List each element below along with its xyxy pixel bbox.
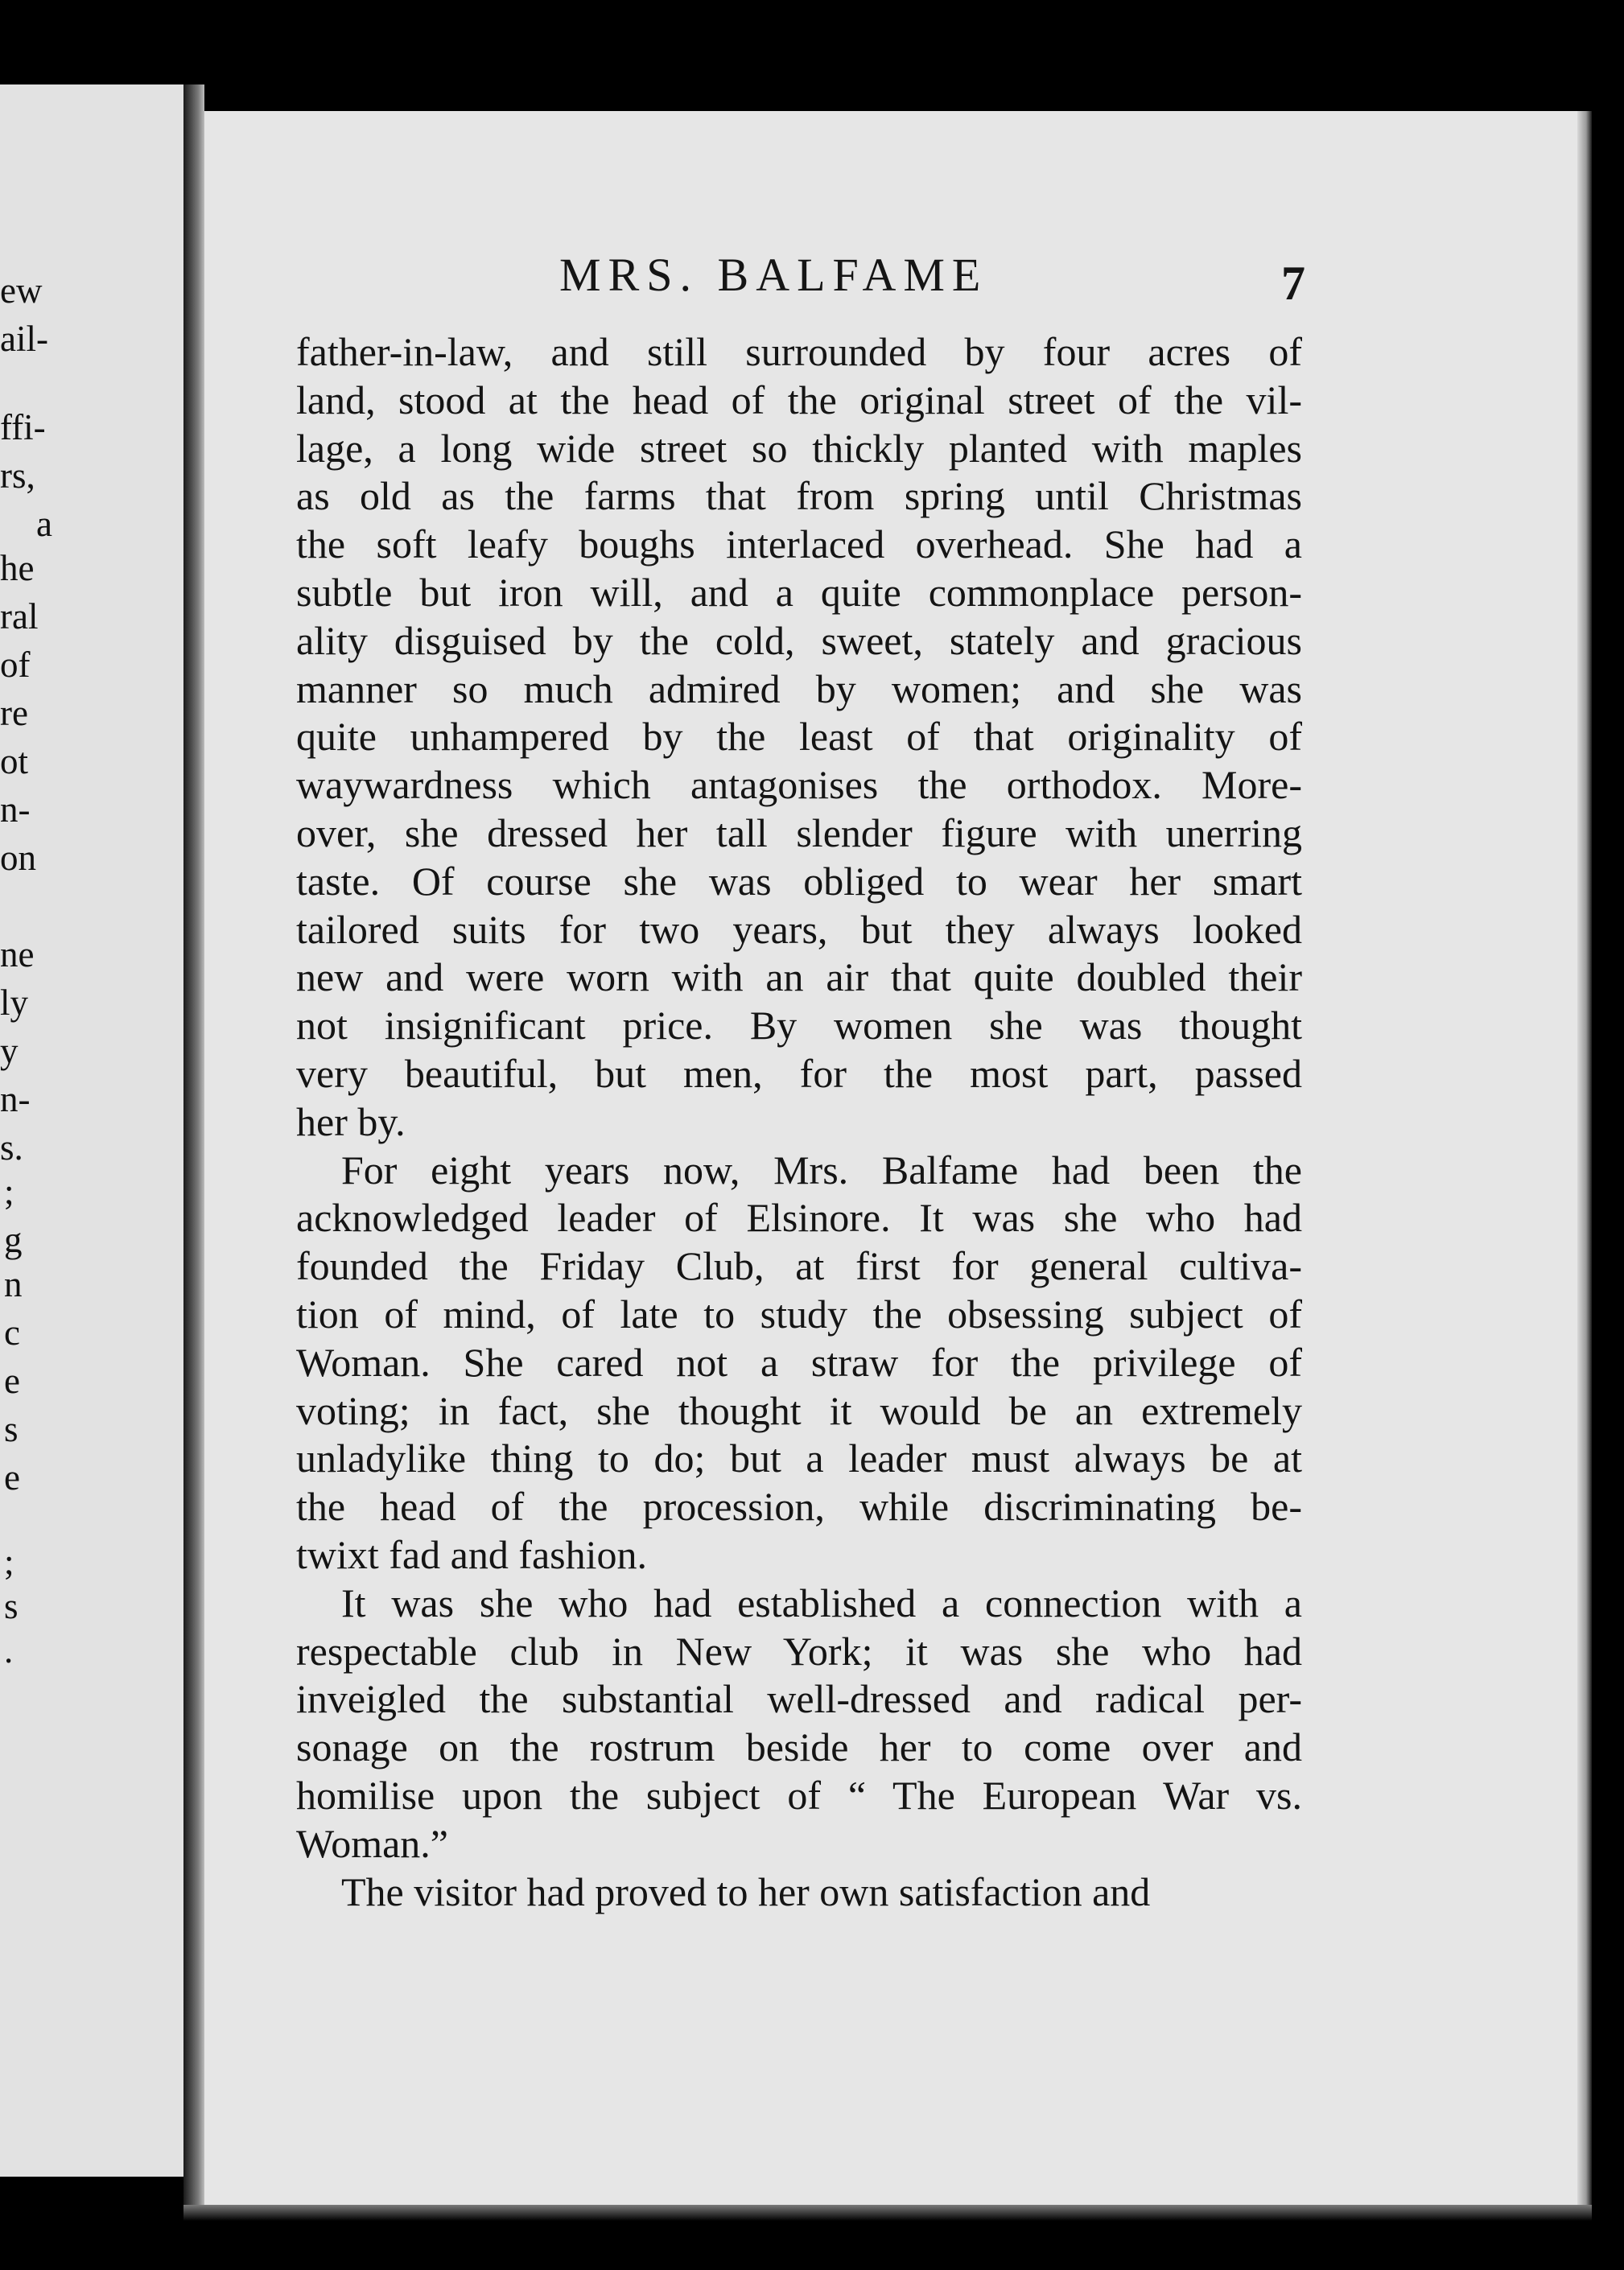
previous-page-fragment-text: ot xyxy=(0,741,29,781)
text-line: as old as the farms that from spring until Christmas xyxy=(296,473,1302,519)
paragraph xyxy=(296,328,1302,1147)
previous-page-fragment-text: g xyxy=(4,1220,23,1260)
previous-page-fragment-text: ly xyxy=(0,983,29,1023)
text-line: unladylike thing to do; but a leader must always be at xyxy=(296,1436,1302,1481)
text-line: twixt fad and fashion. xyxy=(296,1531,648,1577)
running-head: MRS. BALFAME xyxy=(559,249,988,301)
text-line: the soft leafy boughs interlaced overhead. She had a xyxy=(296,521,1302,567)
previous-page-fragment-text: ne xyxy=(0,934,35,974)
previous-page-fragment-text: of xyxy=(0,645,31,685)
paragraph xyxy=(296,1147,1302,1580)
text-line: quite unhampered by the least of that originality of xyxy=(296,714,1302,760)
previous-page-fragment-text: he xyxy=(0,548,35,588)
previous-page-fragment-text: e xyxy=(4,1457,20,1498)
text-line: not insignificant price. By women she was thought xyxy=(296,1003,1302,1048)
previous-page-fragment xyxy=(0,84,183,2177)
text-line: waywardness which antagonises the orthodox. More- xyxy=(296,762,1302,808)
text-line: Woman. She cared not a straw for the privilege of xyxy=(296,1339,1302,1385)
text-line: Woman.” xyxy=(296,1820,448,1866)
previous-page-fragment-text: c xyxy=(4,1312,20,1353)
previous-page-fragment-text: n- xyxy=(0,1079,31,1119)
text-line: father-in-law, and still surrounded by four acres of xyxy=(296,329,1302,374)
previous-page-fragment-text: ral xyxy=(0,596,39,637)
text-line: For eight years now, Mrs. Balfame had been the xyxy=(341,1147,1302,1193)
text-line: subtle but iron will, and a quite commonplace person- xyxy=(296,569,1302,615)
previous-page-fragment-text: s xyxy=(4,1409,19,1449)
text-line: over, she dressed her tall slender figure with unerring xyxy=(296,810,1302,855)
text-line: respectable club in New York; it was she who had xyxy=(296,1628,1302,1674)
book-gutter xyxy=(183,84,204,2209)
previous-page-fragment-text: s. xyxy=(0,1127,23,1168)
page-number: 7 xyxy=(1281,257,1305,310)
text-line: voting; in fact, she thought it would be an extremely xyxy=(296,1387,1302,1433)
previous-page-fragment-text: e xyxy=(4,1361,20,1401)
previous-page-text-fragments xyxy=(0,84,183,2177)
text-line: It was she who had established a connection with a xyxy=(341,1580,1302,1625)
page-bottom-shadow xyxy=(183,2205,1592,2221)
previous-page-fragment-text: n xyxy=(4,1264,23,1304)
text-line: the head of the procession, while discriminating be- xyxy=(296,1484,1302,1530)
previous-page-fragment-text: ail- xyxy=(0,319,48,359)
page-edge xyxy=(1577,111,1592,2211)
previous-page-fragment-text: ; xyxy=(4,1172,14,1212)
text-line: manner so much admired by women; and she was xyxy=(296,665,1302,711)
paragraph xyxy=(296,1868,1302,1917)
body-text xyxy=(296,328,1302,1916)
previous-page-fragment-text: ffi- xyxy=(0,407,46,447)
previous-page-fragment-text: ew xyxy=(0,270,43,311)
previous-page-fragment-text: ; xyxy=(4,1542,14,1582)
text-line: sonage on the rostrum beside her to come over and xyxy=(296,1724,1302,1770)
previous-page-fragment-text: on xyxy=(0,838,36,878)
text-line: tailored suits for two years, but they always looked xyxy=(296,906,1302,952)
text-line: homilise upon the subject of “ The European War vs. xyxy=(296,1772,1302,1818)
text-line: her by. xyxy=(296,1098,406,1144)
previous-page-fragment-text: rs, xyxy=(0,455,35,496)
text-line: inveigled the substantial well-dressed and radical per- xyxy=(296,1676,1302,1722)
text-line: taste. Of course she was obliged to wear her smart xyxy=(296,858,1302,904)
text-line: new and were worn with an air that quite doubled their xyxy=(296,954,1302,1000)
previous-page-fragment-text: y xyxy=(0,1031,19,1071)
text-line: acknowledged leader of Elsinore. It was she who had xyxy=(296,1195,1302,1241)
previous-page-fragment-text: n- xyxy=(0,789,31,830)
text-line: The visitor had proved to her own satisfaction and xyxy=(341,1868,1151,1914)
paragraph xyxy=(296,1580,1302,1868)
previous-page-fragment-text: s xyxy=(4,1586,19,1626)
text-line: very beautiful, but men, for the most part, passed xyxy=(296,1050,1302,1096)
text-line: ality disguised by the cold, sweet, stately and gracious xyxy=(296,617,1302,663)
text-line: founded the Friday Club, at first for general cultiva- xyxy=(296,1243,1302,1289)
previous-page-fragment-text: re xyxy=(0,693,28,733)
previous-page-fragment-text: . xyxy=(4,1630,14,1671)
text-line: tion of mind, of late to study the obsessing subject of xyxy=(296,1291,1302,1337)
text-line: lage, a long wide street so thickly planted with maples xyxy=(296,425,1302,471)
text-line: land, stood at the head of the original street of the vil- xyxy=(296,377,1302,422)
previous-page-fragment-text: a xyxy=(36,504,52,544)
